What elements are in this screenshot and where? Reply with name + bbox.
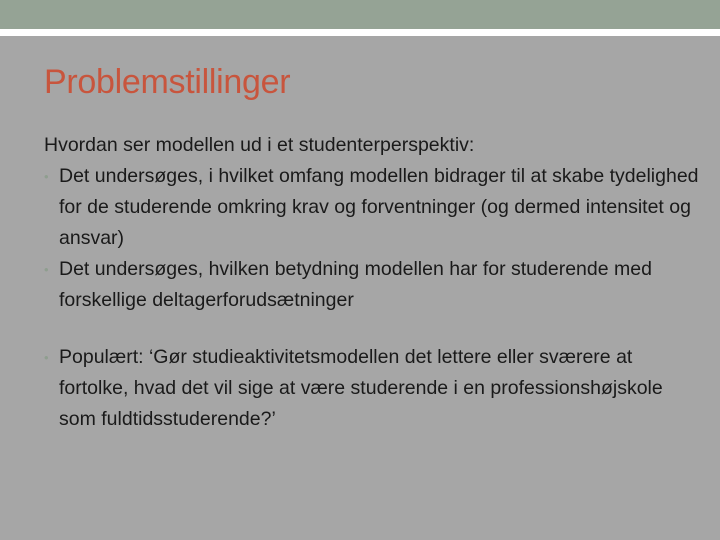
- bullet-marker: •: [44, 169, 49, 184]
- bullet-text: Populært: ‘Gør studieaktivitetsmodellen det lettere eller sværere at fortolke, hvad det vil sige at være studerende i en professionshøjskole som fuldtidsstuderende?’: [59, 346, 663, 430]
- bullet-marker: •: [44, 262, 49, 277]
- header-divider: [0, 29, 720, 36]
- slide-body: [44, 130, 704, 435]
- bullet-item-2: [44, 254, 704, 316]
- header-band: [0, 0, 720, 29]
- bullet-item-3: [44, 342, 704, 435]
- slide-title: Problemstillinger: [44, 63, 291, 101]
- bullet-marker: •: [44, 350, 49, 365]
- intro-text: Hvordan ser modellen ud i et studenterperspektiv:: [44, 134, 475, 156]
- bullet-text: Det undersøges, i hvilket omfang modellen bidrager til at skabe tydelighed for de studerende omkring krav og forventninger (og dermed intensitet og ansvar): [59, 165, 699, 249]
- bullet-item-1: [44, 161, 704, 254]
- bullet-text: Det undersøges, hvilken betydning modellen har for studerende med forskellige deltagerforudsætninger: [59, 258, 652, 311]
